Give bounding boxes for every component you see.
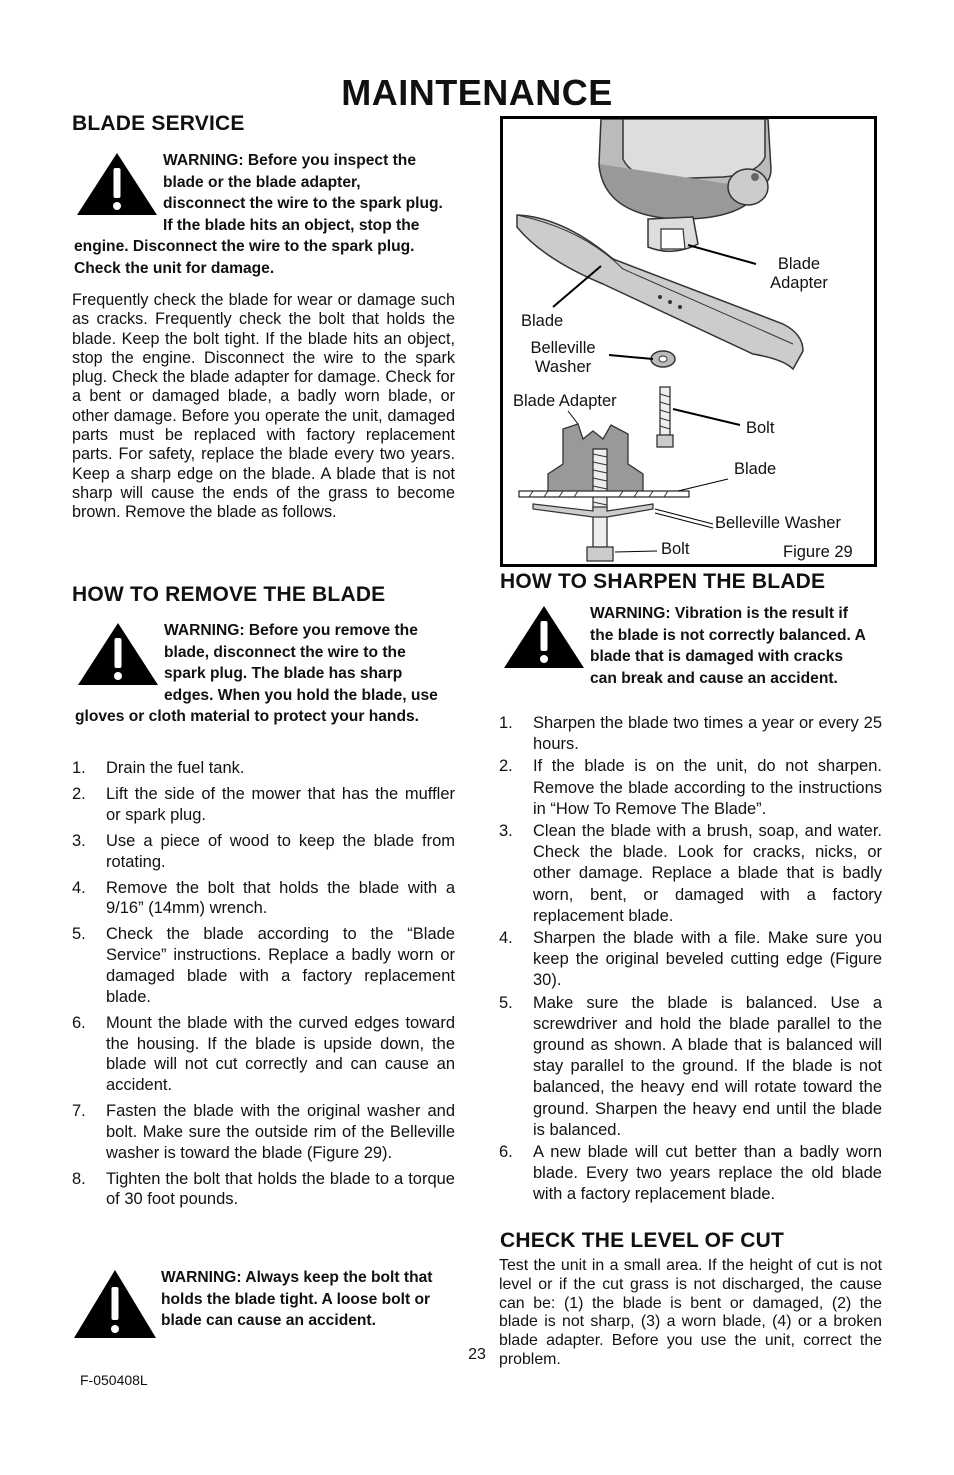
- sharpen-blade-heading: HOW TO SHARPEN THE BLADE: [500, 570, 826, 593]
- remove-blade-warning: [75, 620, 442, 728]
- blade-service-heading: BLADE SERVICE: [72, 112, 245, 135]
- sharpen-blade-steps: [499, 713, 882, 1207]
- document-code: F-050408L: [80, 1372, 148, 1388]
- level-of-cut-heading: CHECK THE LEVEL OF CUT: [500, 1229, 785, 1252]
- list-item: 1. Sharpen the blade two times a year or every 25 hours.: [499, 714, 882, 754]
- list-item: 6. A new blade will cut better than a badly worn blade. Every two years replace the old blade with a factory replacement blade.: [499, 1143, 882, 1204]
- list-item: 5. Make sure the blade is balanced. Use a screwdriver and hold the blade parallel to the ground as shown. A blade that is balanced will stay parallel to the ground. If the blade is not balanced, the heavy end will rotate toward the ground. Sharpen the heavy end until the blade is balanced.: [499, 993, 882, 1139]
- figure-caption: Figure 29: [783, 543, 853, 561]
- sharpen-blade-warning-text: WARNING: Vibration is the result if the blade is not correctly balanced. A blade that is damaged with cracks can break and cause an accident.: [590, 605, 866, 687]
- remove-blade-heading: HOW TO REMOVE THE BLADE: [72, 583, 386, 606]
- list-item: 5. Check the blade according to the “Blade Service” instructions. Replace a badly worn or damaged blade with a factory replacement blade.: [72, 925, 455, 1006]
- warning-triangle-icon: [75, 620, 161, 688]
- list-item: 4. Sharpen the blade with a file. Make sure you keep the original beveled cutting edge (Figure 30).: [499, 929, 882, 990]
- list-item: 2. Lift the side of the mower that has the muffler or spark plug.: [72, 784, 455, 824]
- label-belleville-washer-bottom: Belleville Washer: [715, 514, 841, 532]
- sharpen-blade-warning: [501, 603, 871, 689]
- label-blade-right: Blade: [734, 460, 777, 478]
- list-item: 2. If the blade is on the unit, do not sharpen. Remove the blade according to the instructions in “How To Remove The Blade”.: [499, 757, 882, 818]
- label-blade-adapter-top: Blade Adapter: [770, 255, 828, 292]
- list-item: 3. Use a piece of wood to keep the blade from rotating.: [72, 831, 455, 871]
- list-item: 7. Fasten the blade with the original washer and bolt. Make sure the outside rim of the Belleville washer is toward the blade (Figure 29).: [72, 1102, 455, 1162]
- remove-blade-warning-text: WARNING: Before you remove the blade, disconnect the wire to the spark plug. The blade has sharp edges. When you hold the blade, use gloves or cloth material to protect your hands.: [75, 622, 438, 725]
- list-item: 4. Remove the bolt that holds the blade with a 9/16” (14mm) wrench.: [72, 878, 455, 918]
- blade-service-warning: [74, 150, 446, 279]
- final-warning-text: WARNING: Always keep the bolt that holds the blade tight. A loose bolt or blade can cause an accident.: [161, 1269, 433, 1329]
- page-number: 23: [468, 1346, 486, 1363]
- blade-service-warning-text: WARNING: Before you inspect the blade or the blade adapter, disconnect the wire to the spark plug. If the blade hits an object, stop the engine. Disconnect the wire to the spark plug. Check the unit for damage.: [74, 152, 443, 277]
- blade-service-body: Frequently check the blade for wear or damage such as cracks. Frequently check the bolt that holds the blade. Keep the bolt tight. If the blade hits an object, stop the engine. Disconnect the wire to the spark plug. Check the blade adapter for damage. Check for a bent or damaged blade, a badly worn blade, or other damage. Before you operate the unit, damaged parts must be replaced with factory replacement parts. For safety, replace the blade every two years. Keep a sharp edge on the blade. A blade that is not sharp will cause the ends of the grass to become brown. Remove the blade as follows.: [72, 291, 455, 522]
- label-bolt-bottom: Bolt: [661, 540, 690, 558]
- list-item: 6. Mount the blade with the curved edges toward the housing. If the blade is upside down, the blade will not cut correctly and can cause an accident.: [72, 1013, 455, 1095]
- list-item: 8. Tighten the bolt that holds the blade to a torque of 30 foot pounds.: [72, 1169, 455, 1209]
- warning-triangle-icon: [72, 1267, 158, 1341]
- label-belleville-washer-left: Belleville Washer: [530, 339, 596, 376]
- label-blade-left: Blade: [521, 312, 564, 330]
- list-item: 3. Clean the blade with a brush, soap, and water. Check the blade. Look for cracks, nicks, or other damage. Replace a blade that is badly worn, bent, or damaged with a factory replacement blade.: [499, 822, 882, 925]
- final-warning: [72, 1267, 460, 1341]
- figure-29: [500, 116, 877, 567]
- label-blade-adapter-left: Blade Adapter: [513, 392, 617, 410]
- list-item: 1. Drain the fuel tank.: [72, 759, 245, 777]
- level-of-cut-body: Test the unit in a small area. If the height of cut is not level or if the cut grass is not discharged, the cause can be: (1) the blade is bent or damaged, (2) the blade is not sharp, (3) a worn blade, (4) or a broken blade adapter. Before you use the unit, correct the problem.: [499, 1257, 882, 1368]
- remove-blade-steps: [72, 758, 455, 1215]
- label-bolt-right: Bolt: [746, 419, 775, 437]
- page-title: MAINTENANCE: [341, 72, 613, 113]
- warning-triangle-icon: [501, 603, 587, 671]
- warning-triangle-icon: [74, 150, 160, 218]
